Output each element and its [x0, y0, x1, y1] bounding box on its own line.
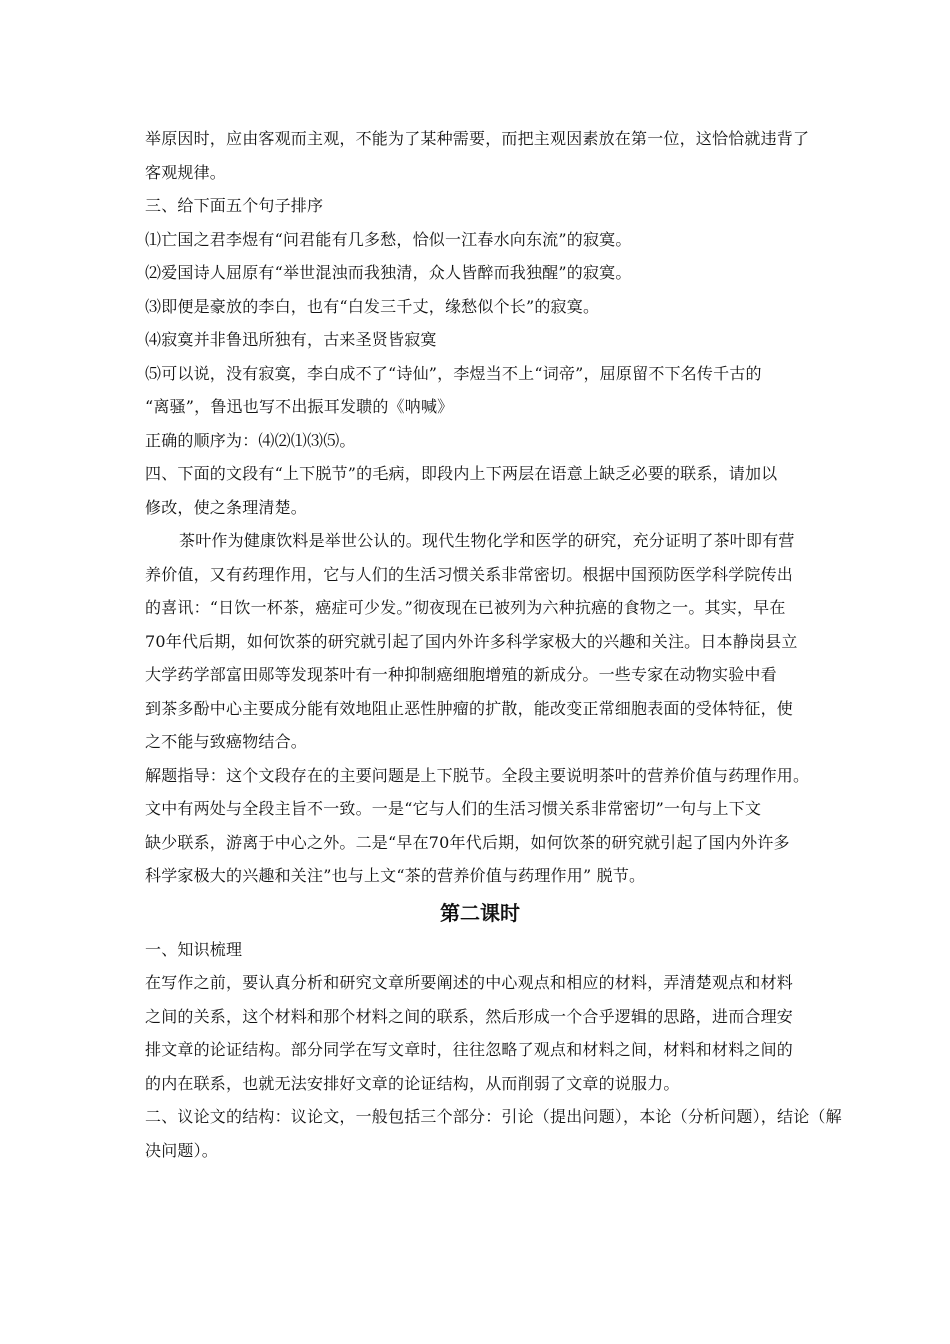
- passage-line: 大学药学部富田郧等发现茶叶有一种抑制癌细胞增殖的新成分。一些专家在动物实验中看: [145, 665, 777, 684]
- section-knowledge: [145, 933, 842, 1168]
- passage-line: 之不能与致癌物结合。: [145, 732, 308, 751]
- passage-line: 的喜讯：“日饮一杯茶，癌症可少发。”彻夜现在已被列为六种抗癌的食物之一。其实，早在: [145, 598, 786, 617]
- section-title: 四、下面的文段有“上下脱节”的毛病，即段内上下两层在语意上缺乏必要的联系，请加以: [145, 464, 778, 483]
- guide-line: 解题指导：这个文段存在的主要问题是上下脱节。全段主要说明茶叶的营养价值与药理作用。: [145, 765, 810, 785]
- passage-line: 养价值，又有药理作用，它与人们的生活习惯关系非常密切。根据中国预防医学科学院传出: [145, 564, 794, 584]
- text-line: 客观规律。: [145, 162, 227, 182]
- guide-line: 文中有两处与全段主旨不一致。一是“它与人们的生活习惯关系非常密切”一句与上下文: [145, 799, 762, 818]
- passage-line: 茶叶作为健康饮料是举世公认的。现代生物化学和医学的研究，充分证明了茶叶即有营: [179, 531, 795, 550]
- document-page: [145, 122, 842, 1167]
- list-item: ⑵爱国诗人屈原有“举世混浊而我独清，众人皆醉而我独醒”的寂寞。: [145, 263, 632, 282]
- guide-line: 缺少联系，游离于中心之外。二是“早在70年代后期，如何饮茶的研究就引起了国内外许多: [145, 832, 790, 852]
- body-line: 之间的关系，这个材料和那个材料之间的联系，然后形成一个合乎逻辑的思路，进而合理安: [145, 1006, 794, 1026]
- section-continuation: [145, 122, 815, 189]
- section-title: 三、给下面五个句子排序: [145, 196, 324, 215]
- body-line: 的内在联系，也就无法安排好文章的论证结构，从而削弱了文章的说服力。: [145, 1073, 680, 1093]
- body-line: 二、议论文的结构：议论文，一般包括三个部分：引论（提出问题），本论（分析问题），结论（解: [145, 1107, 842, 1126]
- passage-line: 70年代后期，如何饮茶的研究就引起了国内外许多科学家极大的兴趣和关注。日本静岗县立: [145, 631, 798, 651]
- answer-text: 正确的顺序为：⑷⑵⑴⑶⑸。: [145, 430, 356, 450]
- body-line: 在写作之前，要认真分析和研究文章所要阐述的中心观点和相应的材料，弄清楚观点和材料: [145, 973, 794, 992]
- section-sentence-ordering: [145, 189, 815, 457]
- list-item: ⑷寂寞并非鲁迅所独有，古来圣贤皆寂寞: [145, 330, 437, 349]
- lesson-heading: 第二课时: [440, 900, 520, 925]
- section-title: 修改，使之条理清楚。: [145, 497, 308, 517]
- section-disconnection-exercise: [145, 457, 815, 893]
- body-line: 决问题）。: [145, 1140, 219, 1160]
- list-item: ⑶即便是豪放的李白，也有“白发三千丈，缘愁似个长”的寂寞。: [145, 296, 600, 316]
- guide-line: 科学家极大的兴趣和关注”也与上文“茶的营养价值与药理作用” 脱节。: [145, 866, 646, 885]
- passage-line: 到茶多酚中心主要成分能有效地阻止恶性肿瘤的扩散，能改变正常细胞表面的受体特征，使: [145, 698, 794, 718]
- list-item: ⑸可以说，没有寂寞，李白成不了“诗仙”，李煜当不上“词帝”，屈原留不下名传千古的: [145, 363, 762, 383]
- list-item-continuation: “离骚”，鲁迅也写不出振耳发聩的《呐喊》: [145, 397, 454, 416]
- section-title: 一、知识梳理: [145, 939, 243, 959]
- body-line: 排文章的论证结构。部分同学在写文章时，往往忽略了观点和材料之间，材料和材料之间的: [145, 1040, 794, 1059]
- list-item: ⑴亡国之君李煜有“问君能有几多愁，恰似一江春水向东流”的寂寞。: [145, 229, 632, 249]
- text-line: 举原因时，应由客观而主观，不能为了某种需要，而把主观因素放在第一位，这恰恰就违背了: [145, 129, 810, 148]
